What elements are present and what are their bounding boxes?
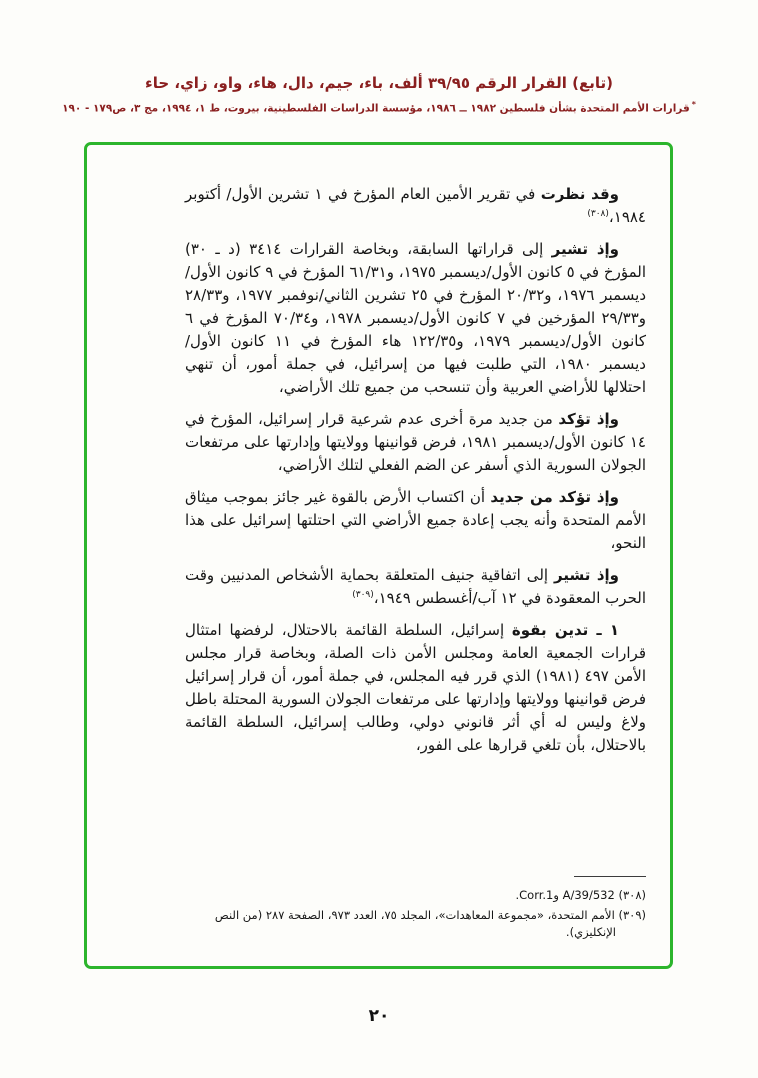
paragraph-text: إسرائيل، السلطة القائمة بالاحتلال، لرفضها امتثال قرارات الجمعية العامة ومجلس الأمن ذات الصلة، وبخاصة قرار مجلس الأمن ٤٩٧ (١٩٨١) الذي قرر فيه المجلس، في جملة أمور، أن قرار إسرائيل فرض قوانينها وولايتها وإدارتها على مرتفعات الجولان السورية المحتلة باطل ولاغ وليس له أي أثر قانوني دولي، وطالب إسرائيل، السلطة القائمة بالاحتلال، بأن تلغي قرارها على الفور، bbox=[185, 621, 646, 754]
footnote-text: الأمم المتحدة، «مجموعة المعاهدات»، المجلد ٧٥، العدد ٩٧٣، الصفحة ٢٨٧ (من النص الإنكليزي). bbox=[214, 908, 619, 939]
page-number: ٢٠ bbox=[368, 1006, 390, 1026]
footnote-ref: (٣٠٨) bbox=[587, 209, 609, 219]
paragraph bbox=[185, 564, 646, 610]
resolution-body bbox=[185, 183, 646, 757]
resolution-title: (تابع) القرار الرقم ٣٩/٩٥ ألف، باء، جيم، دال، هاء، واو، زاي، حاء bbox=[145, 74, 613, 92]
footnote-text: A/39/532 وCorr.1. bbox=[515, 888, 619, 902]
paragraph bbox=[185, 619, 646, 757]
footnotes-section bbox=[185, 876, 646, 944]
footnote-item bbox=[185, 907, 646, 941]
paragraph-lead: ١ ـ تدين بقوة bbox=[511, 621, 619, 639]
paragraph-text: من جديد مرة أخرى عدم شرعية قرار إسرائيل، المؤرخ في ١٤ كانون الأول/ديسمبر ١٩٨١، فرض قوانينها وولايتها وإدارتها على مرتفعات الجولان السورية الذي أسفر عن الضم الفعلي لتلك الأراضي، bbox=[185, 410, 646, 474]
paragraph bbox=[185, 183, 646, 229]
footnote-item bbox=[185, 887, 646, 904]
paragraph bbox=[185, 486, 646, 555]
paragraph-text: في تقرير الأمين العام المؤرخ في ١ تشرين الأول/ أكتوبر ١٩٨٤، bbox=[185, 185, 646, 226]
green-border-frame bbox=[84, 142, 673, 969]
paragraph-text: أن اكتساب الأرض بالقوة غير جائز بموجب ميثاق الأمم المتحدة وأنه يجب إعادة جميع الأراضي التي احتلتها إسرائيل على هذا النحو، bbox=[185, 488, 646, 552]
footnote-marker: (٣٠٩) bbox=[618, 908, 646, 922]
source-citation bbox=[40, 100, 718, 115]
footnote-separator-line bbox=[574, 876, 646, 877]
paragraph-lead: وإذ تشير bbox=[551, 240, 619, 258]
paragraph bbox=[185, 238, 646, 399]
footnote-marker: (٣٠٨) bbox=[618, 888, 646, 902]
paragraph-lead: وإذ تؤكد bbox=[558, 410, 619, 428]
page-header bbox=[40, 74, 718, 115]
footnote-ref: (٣٠٩) bbox=[352, 590, 374, 600]
paragraph-lead: وإذ تشير bbox=[554, 566, 619, 584]
paragraph-lead: وإذ تؤكد من جديد bbox=[490, 488, 620, 506]
citation-asterisk: * bbox=[691, 100, 696, 109]
paragraph-text: إلى اتفاقية جنيف المتعلقة بحماية الأشخاص المدنيين وقت الحرب المعقودة في ١٢ آب/أغسطس ١٩٤٩، bbox=[185, 566, 646, 607]
paragraph bbox=[185, 408, 646, 477]
paragraph-lead: وقد نظرت bbox=[540, 185, 619, 203]
paragraph-text: إلى قراراتها السابقة، وبخاصة القرارات ٣٤١٤ (د ـ ٣٠) المؤرخ في ٥ كانون الأول/ديسمبر ١٩٧٥، و٦١/٣١ المؤرخ في ٩ كانون الأول/ديسمبر ١٩٧٦، و٢٠/٣٢ المؤرخ في ٢٥ تشرين الثاني/نوفمبر ١٩٧٧، و٢٨/٣٣ و٢٩/٣٣ المؤرخين في ٧ كانون الأول/ديسمبر ١٩٧٨، و٧٠/٣٤ المؤرخ في ٦ كانون الأول/ديسمبر ١٩٧٩، و١٢٢/٣٥ هاء المؤرخ في ١١ كانون الأول/ديسمبر ١٩٨٠، التي طلبت فيها من إسرائيل، في جملة أمور، أن تنهي احتلالها للأراضي العربية وأن تنسحب من جميع تلك الأراضي، bbox=[185, 240, 646, 396]
citation-text: قرارات الأمم المتحدة بشأن فلسطين ١٩٨٢ ــ ١٩٨٦، مؤسسة الدراسات الفلسطينية، بيروت، ط ١، ١٩٩٤، مج ٣، ص١٧٩ - ١٩٠ bbox=[62, 102, 690, 115]
